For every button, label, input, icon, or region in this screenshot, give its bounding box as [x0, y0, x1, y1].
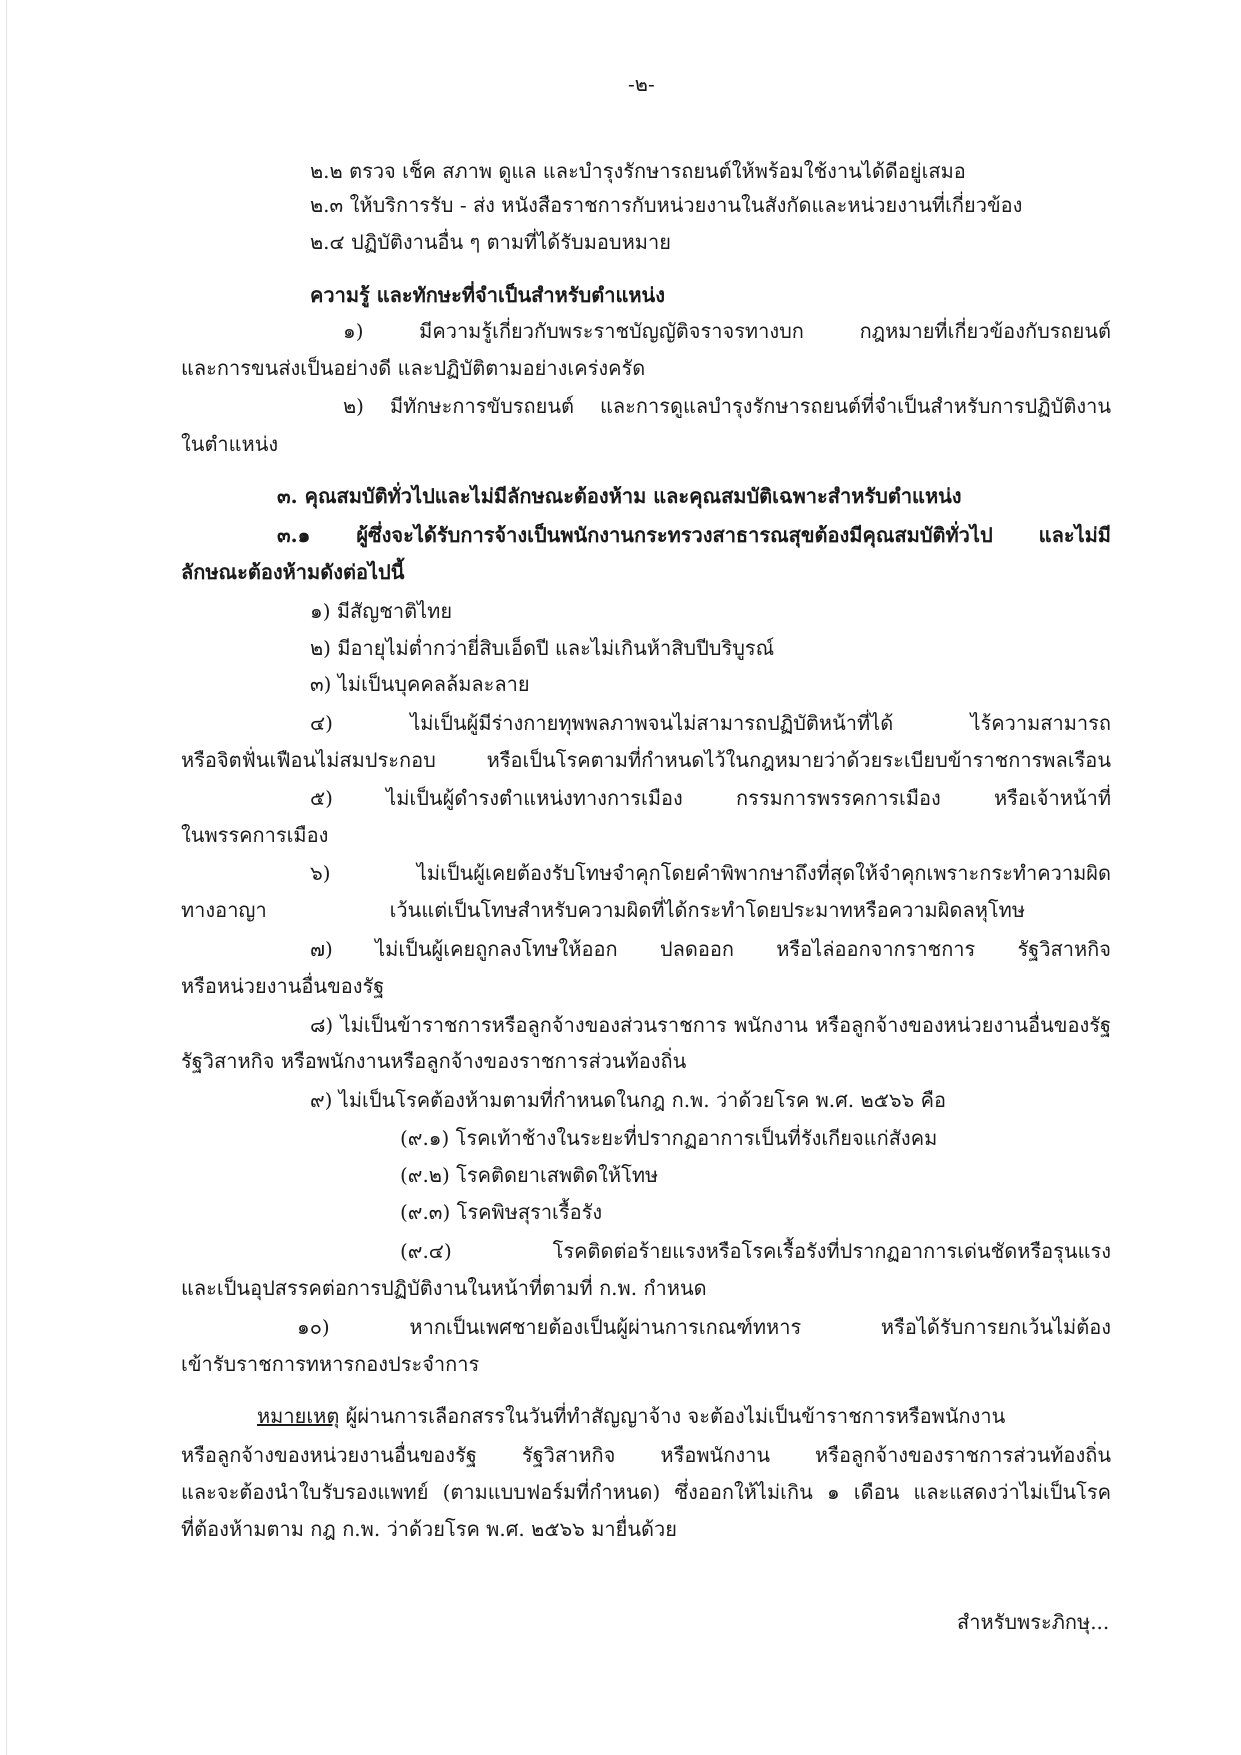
section-3-1-line-1: ๓.๑ ผู้ซึ่งจะได้รับการจ้างเป็นพนักงานกระทรวงสาธารณสุขต้องมีคุณสมบัติทั่วไป และไม่มี	[277, 523, 1111, 547]
page-number: -๒-	[628, 72, 655, 96]
qualification-9-3: (๙.๓) โรคพิษสุราเรื้อรัง	[400, 1200, 603, 1224]
section-3-1-line-2: ลักษณะต้องห้ามดังต่อไปนี้	[181, 560, 405, 584]
knowledge-item-2-line-1: ๒) มีทักษะการขับรถยนต์ และการดูแลบำรุงรักษารถยนต์ที่จำเป็นสำหรับการปฏิบัติงาน	[343, 394, 1111, 418]
qualification-9-1: (๙.๑) โรคเท้าช้างในระยะที่ปรากฏอาการเป็นที่รังเกียจแก่สังคม	[400, 1126, 938, 1150]
duty-2-4: ๒.๔ ปฏิบัติงานอื่น ๆ ตามที่ได้รับมอบหมาย	[310, 230, 671, 254]
qualification-3: ๓) ไม่เป็นบุคคลล้มละลาย	[310, 672, 530, 696]
note-line-1-text: ผู้ผ่านการเลือกสรรในวันที่ทำสัญญาจ้าง จะต้องไม่เป็นข้าราชการหรือพนักงาน	[339, 1404, 1006, 1428]
qualification-5-line-2: ในพรรคการเมือง	[181, 823, 329, 847]
continuation-text: สำหรับพระภิกษุ...	[957, 1610, 1110, 1634]
qualification-8-line-2: รัฐวิสาหกิจ หรือพนักงานหรือลูกจ้างของราชการส่วนท้องถิ่น	[181, 1049, 687, 1073]
note-line-4: ที่ต้องห้ามตาม กฎ ก.พ. ว่าด้วยโรค พ.ศ. ๒๕๖๖ มายื่นด้วย	[181, 1517, 677, 1541]
section-3-heading: ๓. คุณสมบัติทั่วไปและไม่มีลักษณะต้องห้าม และคุณสมบัติเฉพาะสำหรับตำแหน่ง	[277, 484, 962, 508]
knowledge-heading: ความรู้ และทักษะที่จำเป็นสำหรับตำแหน่ง	[310, 283, 665, 307]
qualification-7-line-2: หรือหน่วยงานอื่นของรัฐ	[181, 974, 385, 998]
qualification-9-2: (๙.๒) โรคติดยาเสพติดให้โทษ	[400, 1163, 659, 1187]
knowledge-item-1-line-2: และการขนส่งเป็นอย่างดี และปฏิบัติตามอย่างเคร่งครัด	[181, 356, 646, 380]
duty-2-2: ๒.๒ ตรวจ เช็ค สภาพ ดูแล และบำรุงรักษารถยนต์ให้พร้อมใช้งานได้ดีอยู่เสมอ	[310, 159, 966, 183]
note-line-1	[257, 1402, 1005, 1430]
qualification-1: ๑) มีสัญชาติไทย	[310, 599, 453, 623]
qualification-9-4-line-1: (๙.๔) โรคติดต่อร้ายแรงหรือโรคเรื้อรังที่ปรากฏอาการเด่นชัดหรือรุนแรง	[400, 1239, 1111, 1263]
qualification-5-line-1: ๕) ไม่เป็นผู้ดำรงตำแหน่งทางการเมือง กรรมการพรรคการเมือง หรือเจ้าหน้าที่	[310, 786, 1111, 810]
qualification-7-line-1: ๗) ไม่เป็นผู้เคยถูกลงโทษให้ออก ปลดออก หรือไล่ออกจากราชการ รัฐวิสาหกิจ	[310, 937, 1111, 961]
qualification-6-line-2: ทางอาญา เว้นแต่เป็นโทษสำหรับความผิดที่ได้กระทำโดยประมาทหรือความผิดลหุโทษ	[181, 898, 1025, 922]
note-line-2: หรือลูกจ้างของหน่วยงานอื่นของรัฐ รัฐวิสาหกิจ หรือพนักงาน หรือลูกจ้างของราชการส่วนท้องถิ่น	[181, 1443, 1111, 1467]
qualification-9: ๙) ไม่เป็นโรคต้องห้ามตามที่กำหนดในกฎ ก.พ. ว่าด้วยโรค พ.ศ. ๒๕๖๖ คือ	[310, 1088, 946, 1112]
qualification-4-line-2: หรือจิตฟั่นเฟือนไม่สมประกอบ หรือเป็นโรคตามที่กำหนดไว้ในกฎหมายว่าด้วยระเบียบข้าราชการพลเรือน	[181, 748, 1111, 772]
page-edge-line	[6, 0, 7, 1755]
qualification-9-4-line-2: และเป็นอุปสรรคต่อการปฏิบัติงานในหน้าที่ตามที่ ก.พ. กำหนด	[181, 1276, 707, 1300]
qualification-6-line-1: ๖) ไม่เป็นผู้เคยต้องรับโทษจำคุกโดยคำพิพากษาถึงที่สุดให้จำคุกเพราะกระทำความผิด	[310, 861, 1111, 885]
qualification-10-line-2: เข้ารับราชการทหารกองประจำการ	[181, 1352, 480, 1376]
qualification-10-line-1: ๑๐) หากเป็นเพศชายต้องเป็นผู้ผ่านการเกณฑ์ทหาร หรือได้รับการยกเว้นไม่ต้อง	[297, 1315, 1111, 1339]
knowledge-item-2-line-2: ในตำแหน่ง	[181, 432, 279, 456]
qualification-8-line-1: ๘) ไม่เป็นข้าราชการหรือลูกจ้างของส่วนราชการ พนักงาน หรือลูกจ้างของหน่วยงานอื่นของรัฐ	[310, 1013, 1111, 1037]
qualification-2: ๒) มีอายุไม่ต่ำกว่ายี่สิบเอ็ดปี และไม่เกินห้าสิบปีบริบูรณ์	[310, 636, 775, 660]
note-line-3: และจะต้องนำใบรับรองแพทย์ (ตามแบบฟอร์มที่กำหนด) ซึ่งออกให้ไม่เกิน ๑ เดือน และแสดงว่าไม่เป็นโรค	[181, 1480, 1111, 1504]
duty-2-3: ๒.๓ ให้บริการรับ - ส่ง หนังสือราชการกับหน่วยงานในสังกัดและหน่วยงานที่เกี่ยวข้อง	[310, 193, 1023, 217]
qualification-4-line-1: ๔) ไม่เป็นผู้มีร่างกายทุพพลภาพจนไม่สามารถปฏิบัติหน้าที่ได้ ไร้ความสามารถ	[310, 711, 1111, 735]
knowledge-item-1-line-1: ๑) มีความรู้เกี่ยวกับพระราชบัญญัติจราจรทางบก กฎหมายที่เกี่ยวข้องกับรถยนต์	[343, 319, 1111, 343]
note-label: หมายเหตุ	[257, 1404, 340, 1428]
